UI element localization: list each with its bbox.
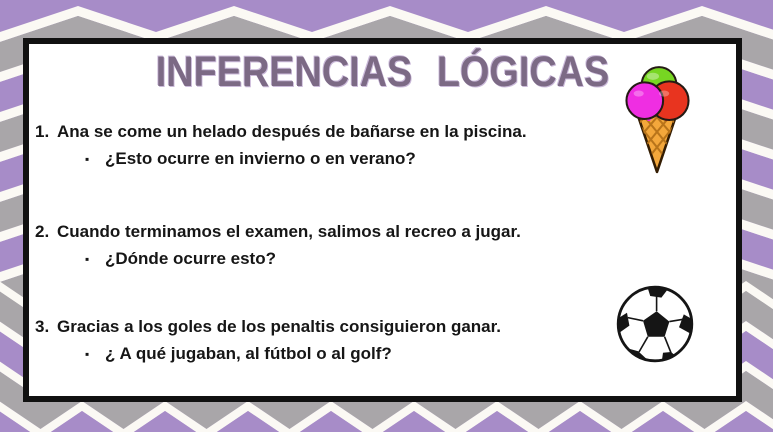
page-title: INFERENCIAS LÓGICAS	[155, 48, 610, 96]
item-number: 1.	[35, 122, 50, 141]
inference-item-3	[35, 316, 595, 365]
item-text: Gracias a los goles de los penaltis consiguieron ganar.	[57, 317, 502, 336]
item-question: ¿Esto ocurre en invierno o en verano?	[105, 149, 416, 168]
item-question: ¿ A qué jugaban, al fútbol o al golf?	[105, 344, 392, 363]
item-number: 2.	[35, 222, 50, 241]
bullet-square-icon: ▪	[85, 252, 90, 266]
worksheet-card	[23, 38, 742, 402]
item-text: Cuando terminamos el examen, salimos al recreo a jugar.	[57, 222, 521, 241]
bullet-square-icon: ▪	[85, 152, 90, 166]
item-text: Ana se come un helado después de bañarse en la piscina.	[57, 122, 527, 141]
inference-item-2	[35, 221, 595, 270]
bullet-square-icon: ▪	[85, 347, 90, 361]
item-question: ¿Dónde ocurre esto?	[105, 249, 276, 268]
inference-item-1	[35, 121, 595, 170]
soccer-ball-icon	[615, 284, 695, 364]
ice-cream-icon	[621, 62, 693, 176]
item-number: 3.	[35, 317, 50, 336]
